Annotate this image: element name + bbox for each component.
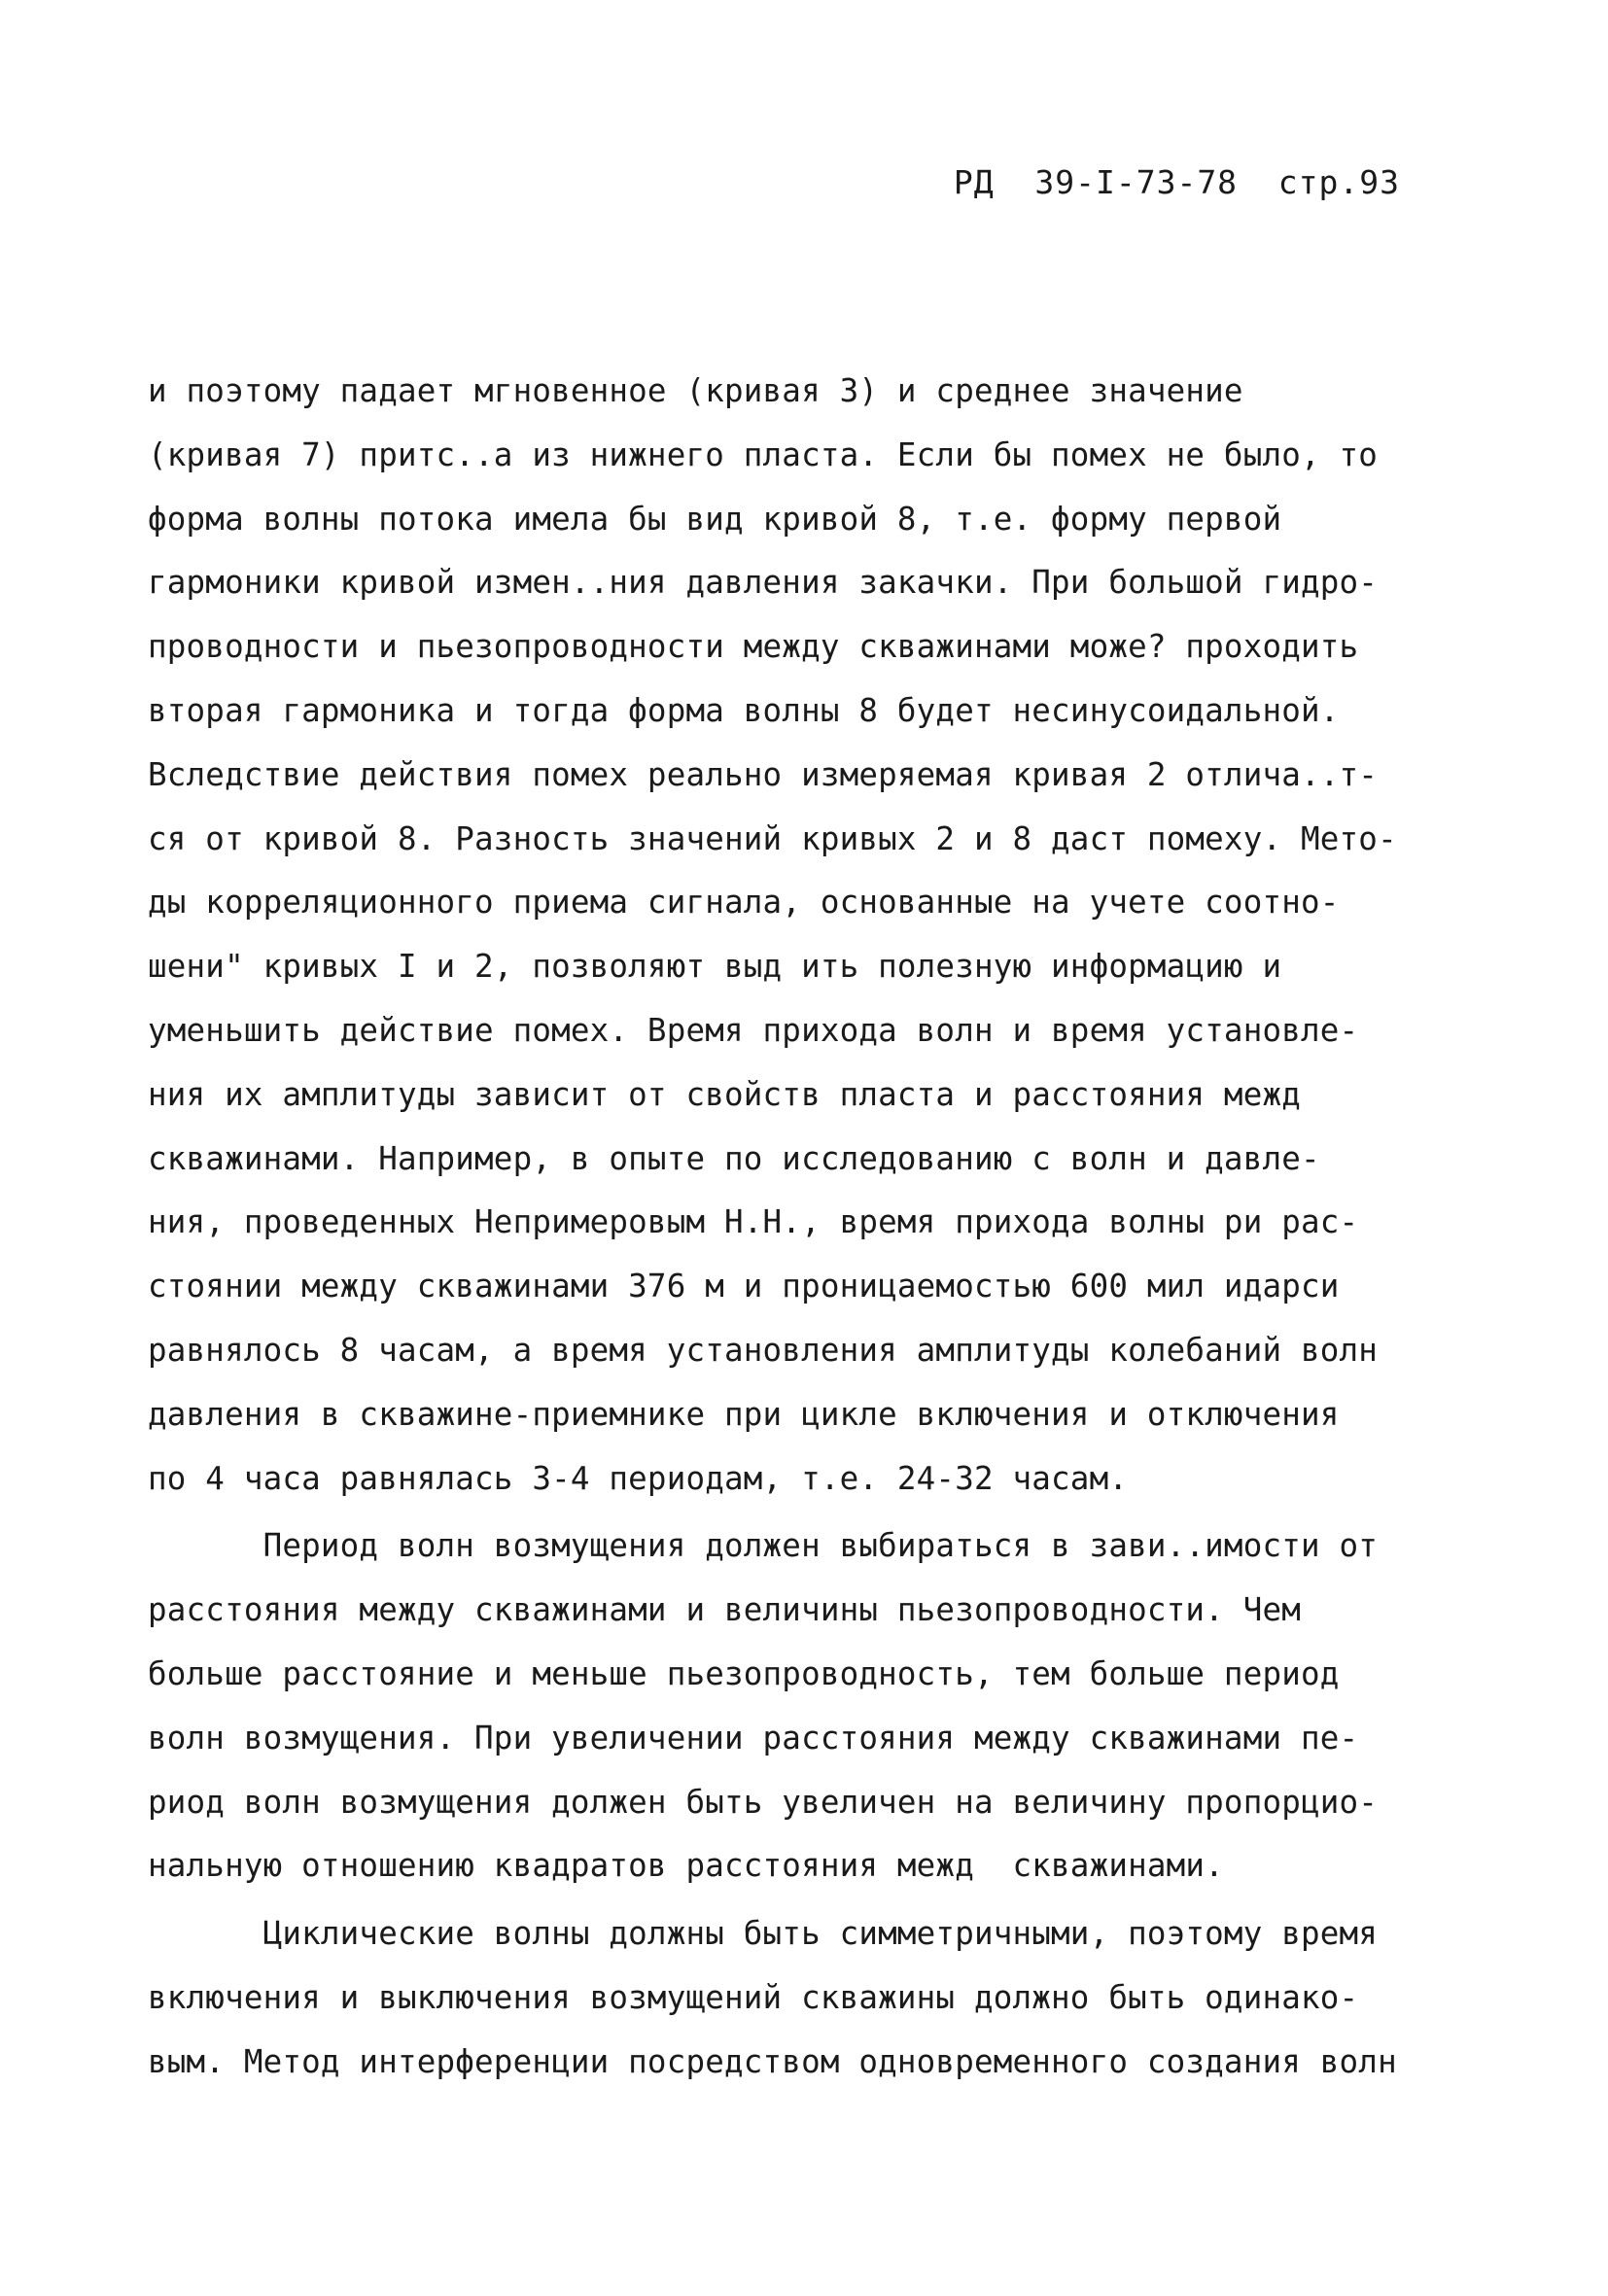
text-line: Вследствие действия помех реально измеряемая кривая 2 отлича..т- xyxy=(148,755,1379,793)
text-line: вым. Метод интерференции посредством одновременного создания волн xyxy=(148,2042,1397,2080)
text-line: ся от кривой 8. Разность значений кривых 2 и 8 даст помеху. Мето- xyxy=(148,819,1397,857)
paragraph-1 xyxy=(148,360,1441,1511)
text-line: давления в скважине-приемнике при цикле включения и отключения xyxy=(148,1395,1340,1433)
text-line: волн возмущения. При увеличении расстояния между скважинами пе- xyxy=(148,1719,1359,1757)
text-line: проводности и пьезопроводности между скважинами може? проходить xyxy=(148,628,1359,666)
text-line: по 4 часа равнялась 3-4 периодам, т.е. 24-32 часам. xyxy=(148,1459,1129,1497)
text-line: скважинами. Например, в опыте по исследованию с волн и давле- xyxy=(148,1139,1320,1177)
text-line: расстояния между скважинами и величины пьезопроводности. Чем xyxy=(148,1591,1301,1629)
text-line: больше расстояние и меньше пьезопроводность, тем больше период xyxy=(148,1654,1340,1692)
text-line: ды корреляционного приема сигнала, основанные на учете соотно- xyxy=(148,884,1340,922)
text-line: вторая гармоника и тогда форма волны 8 будет несинусоидальной. xyxy=(148,691,1340,729)
text-line: (кривая 7) притс..а из нижнего пласта. Если бы помех не было, то xyxy=(148,435,1379,473)
text-line: равнялось 8 часам, а время установления амплитуды колебаний волн xyxy=(148,1331,1379,1369)
text-line: форма волны потока имела бы вид кривой 8, т.е. форму первой xyxy=(148,500,1282,538)
text-line: уменьшить действие помех. Время прихода волн и время установле- xyxy=(148,1011,1359,1049)
text-line: ния, проведенных Непримеровым Н.Н., время прихода волны ри рас- xyxy=(148,1203,1359,1241)
text-line: гармоники кривой измен..ния давления закачки. При большой гидро- xyxy=(148,564,1379,602)
text-line: и поэтому падает мгновенное (кривая 3) и среднее значение xyxy=(148,372,1243,409)
body-text xyxy=(148,360,1441,2095)
text-line: ния их амплитуды зависит от свойств пласта и расстояния межд xyxy=(148,1075,1301,1113)
paragraph-3 xyxy=(148,1902,1441,2094)
text-line: нальную отношению квадратов расстояния межд скважинами. xyxy=(148,1847,1224,1885)
text-line: шени" кривых I и 2, позволяют выд ить полезную информацию и xyxy=(148,948,1282,986)
text-line: Циклические волны должны быть симметричными, поэтому время xyxy=(148,1915,1379,1953)
text-line: риод волн возмущения должен быть увеличен на величину пропорцио- xyxy=(148,1783,1379,1821)
text-line: стоянии между скважинами 376 м и проницаемостью 600 мил идарси xyxy=(148,1268,1340,1305)
text-line: включения и выключения возмущений скважины должно быть одинако- xyxy=(148,1978,1359,2016)
text-line: Период волн возмущения должен выбираться в зави..имости от xyxy=(148,1527,1379,1565)
page-header: РД 39-I-73-78 стр.93 xyxy=(953,163,1400,201)
paragraph-2 xyxy=(148,1514,1441,1898)
